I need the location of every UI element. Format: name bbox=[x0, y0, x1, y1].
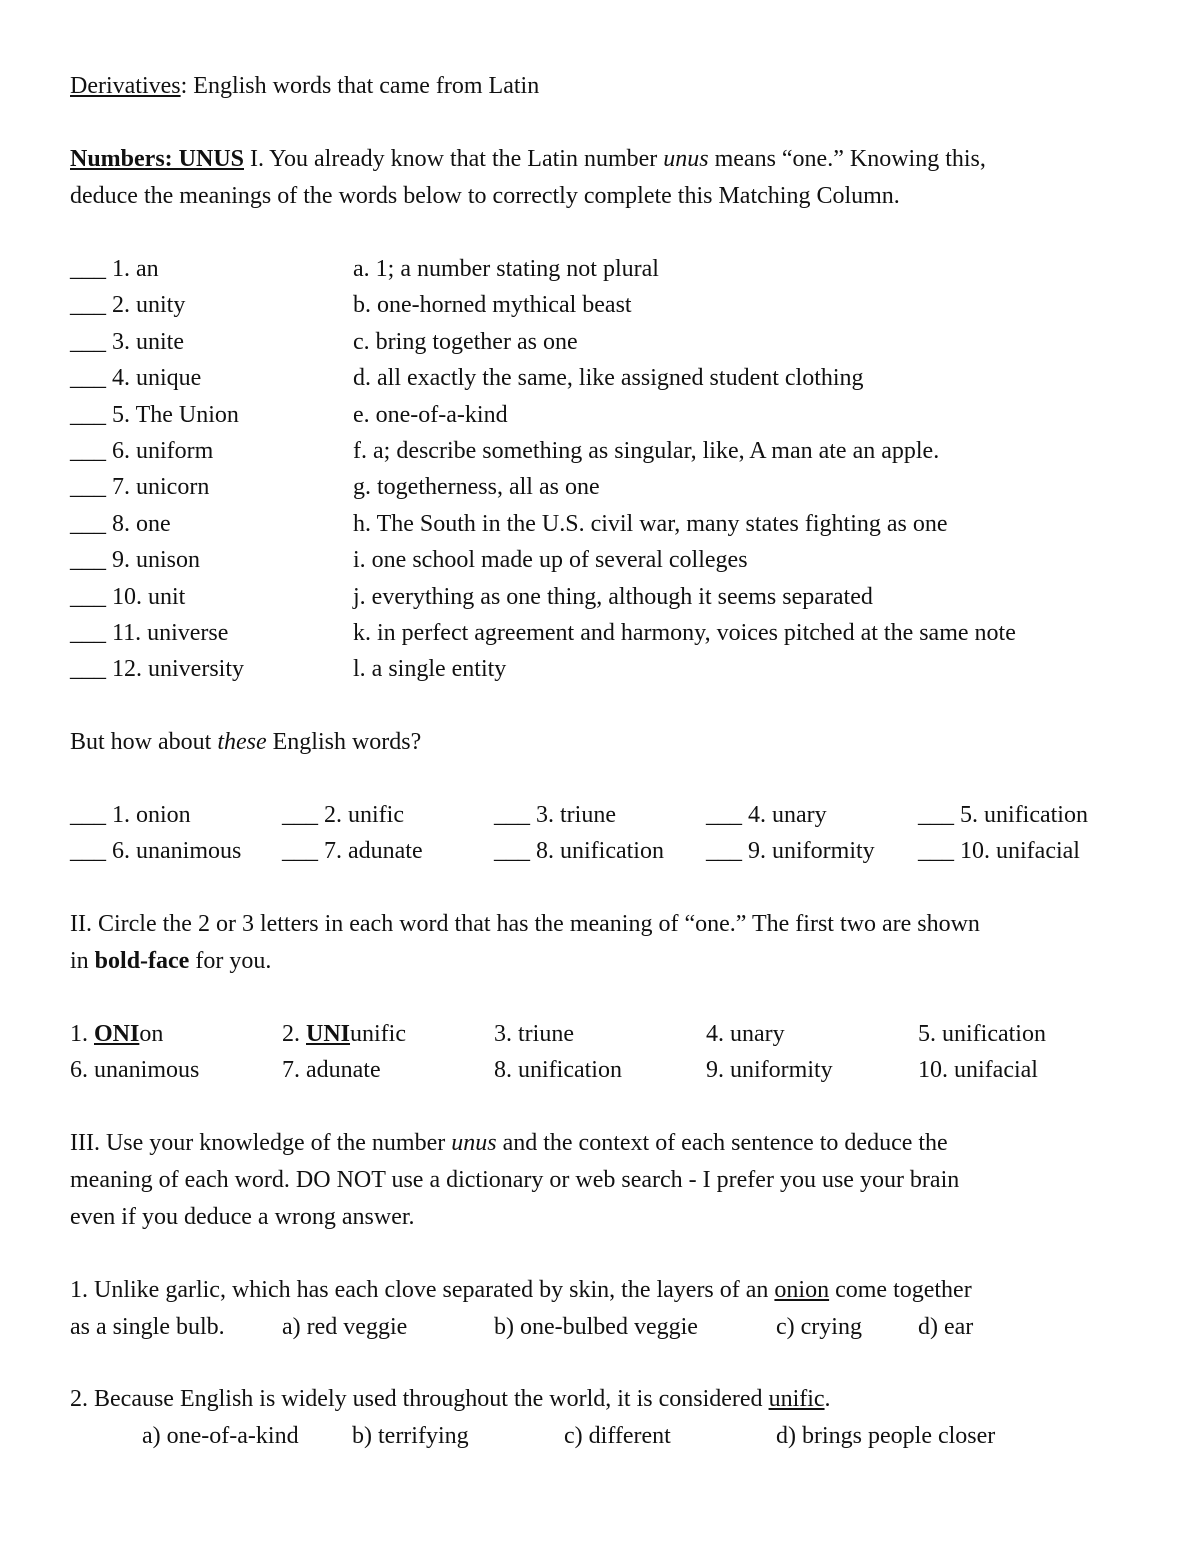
word-item: ___ 8. unification bbox=[494, 838, 664, 865]
section1-heading: Numbers: UNUS bbox=[70, 146, 244, 172]
section1-intro bbox=[70, 141, 1150, 178]
match-word: ___ 1. an bbox=[70, 256, 159, 282]
match-definition: j. everything as one thing, although it seems separated bbox=[353, 583, 873, 610]
match-word: ___ 3. unite bbox=[70, 328, 184, 355]
word-row-2 bbox=[70, 833, 1150, 870]
circle-word: 8. unification bbox=[494, 1057, 622, 1084]
option-d: d) ear bbox=[918, 1313, 974, 1340]
match-definition: k. in perfect agreement and harmony, voices pitched at the same note bbox=[353, 619, 1016, 646]
word-item: ___ 10. unifacial bbox=[918, 838, 1080, 865]
question-1 bbox=[70, 1272, 1150, 1309]
match-row bbox=[70, 542, 1150, 578]
match-definition: e. one-of-a-kind bbox=[353, 401, 508, 428]
question-target-word: onion bbox=[774, 1276, 830, 1303]
match-definition: h. The South in the U.S. civil war, many states fighting as one bbox=[353, 510, 948, 537]
match-row bbox=[70, 469, 1150, 505]
word-rest: unific bbox=[350, 1020, 406, 1047]
question-text: . bbox=[824, 1386, 831, 1413]
match-row bbox=[70, 433, 1150, 469]
intro-latin-word: unus bbox=[663, 146, 709, 172]
word-number: 1. bbox=[70, 1020, 94, 1047]
circle-word: 3. triune bbox=[494, 1020, 574, 1047]
instruction-text: and the context of each sentence to deduce the bbox=[496, 1129, 948, 1156]
word-item: ___ 3. triune bbox=[494, 801, 616, 828]
option-b: b) one-bulbed veggie bbox=[494, 1313, 698, 1340]
question-text: But how about bbox=[70, 728, 218, 755]
matching-column bbox=[70, 251, 1150, 688]
instruction-bold: bold-face bbox=[94, 947, 190, 974]
circle-row-2 bbox=[70, 1052, 1150, 1089]
option-d: d) brings people closer bbox=[776, 1423, 996, 1450]
match-row bbox=[70, 506, 1150, 542]
word-item: ___ 6. unanimous bbox=[70, 838, 242, 865]
section3-instructions-line2: meaning of each word. DO NOT use a dictionary or web search - I prefer you use your brain bbox=[70, 1166, 960, 1193]
match-word: ___ 9. unison bbox=[70, 547, 201, 574]
word-row-1 bbox=[70, 797, 1150, 834]
word-number: 2. bbox=[282, 1020, 306, 1047]
question-text: 1. Unlike garlic, which has each clove separated by skin, the layers of an bbox=[70, 1276, 775, 1303]
match-definition: l. a single entity bbox=[353, 656, 507, 683]
match-word: ___ 6. uniform bbox=[70, 437, 214, 464]
section3-instructions bbox=[70, 1125, 1150, 1162]
match-word: ___ 11. universe bbox=[70, 619, 229, 646]
question-text: come together bbox=[829, 1276, 972, 1303]
question-1-options bbox=[70, 1309, 1150, 1346]
match-definition: b. one-horned mythical beast bbox=[353, 292, 632, 319]
title-head: Derivatives bbox=[70, 73, 181, 99]
instruction-text: III. Use your knowledge of the number bbox=[70, 1129, 452, 1156]
circle-word: 10. unifacial bbox=[918, 1057, 1038, 1084]
page-title bbox=[70, 68, 1150, 105]
section2-instructions-line2 bbox=[70, 943, 1150, 980]
question-2-options bbox=[70, 1418, 1150, 1455]
match-word: ___ 10. unit bbox=[70, 583, 186, 610]
match-word: ___ 5. The Union bbox=[70, 401, 239, 428]
match-row bbox=[70, 397, 1150, 433]
option-b: b) terrifying bbox=[352, 1423, 469, 1450]
match-row bbox=[70, 287, 1150, 323]
circle-word: 7. adunate bbox=[282, 1057, 381, 1084]
circle-word: 5. unification bbox=[918, 1020, 1046, 1047]
word-root: UNI bbox=[306, 1020, 351, 1047]
match-definition: a. 1; a number stating not plural bbox=[353, 256, 659, 282]
match-definition: f. a; describe something as singular, like, A man ate an apple. bbox=[353, 437, 940, 464]
instruction-latin-word: unus bbox=[451, 1129, 497, 1156]
match-word: ___ 2. unity bbox=[70, 292, 186, 319]
word-item: ___ 4. unary bbox=[706, 801, 827, 828]
match-row bbox=[70, 324, 1150, 360]
match-row bbox=[70, 251, 1150, 287]
circle-word: 9. uniformity bbox=[706, 1057, 833, 1084]
instruction-text: for you. bbox=[189, 947, 272, 974]
worksheet bbox=[70, 68, 1150, 1455]
match-definition: i. one school made up of several colleges bbox=[353, 547, 748, 574]
circle-row-1 bbox=[70, 1016, 1150, 1053]
circle-word-1 bbox=[70, 1016, 282, 1053]
word-item: ___ 2. unific bbox=[282, 801, 404, 828]
word-item: ___ 9. uniformity bbox=[706, 838, 875, 865]
circle-word: 6. unanimous bbox=[70, 1057, 200, 1084]
question-2 bbox=[70, 1381, 1150, 1418]
word-item: ___ 1. onion bbox=[70, 801, 191, 828]
match-row bbox=[70, 651, 1150, 687]
instruction-text: in bbox=[70, 947, 95, 974]
intro-text: means “one.” Knowing this, bbox=[708, 146, 986, 172]
option-a: a) one-of-a-kind bbox=[142, 1423, 299, 1450]
match-definition: g. togetherness, all as one bbox=[353, 474, 600, 501]
section1-intro-line2: deduce the meanings of the words below to correctly complete this Matching Column. bbox=[70, 183, 900, 209]
question-emphasis: these bbox=[217, 728, 267, 755]
word-rest: on bbox=[139, 1020, 164, 1047]
word-item: ___ 5. unification bbox=[918, 801, 1088, 828]
question-text: 2. Because English is widely used throughout the world, it is considered bbox=[70, 1386, 769, 1413]
section2a-question bbox=[70, 724, 1150, 761]
match-word: ___ 12. university bbox=[70, 656, 244, 683]
section2-instructions: II. Circle the 2 or 3 letters in each word that has the meaning of “one.” The first two are shown bbox=[70, 910, 980, 937]
word-item: ___ 7. adunate bbox=[282, 838, 423, 865]
word-root: ONI bbox=[94, 1020, 140, 1047]
circle-word: 4. unary bbox=[706, 1020, 785, 1047]
option-a: a) red veggie bbox=[282, 1313, 408, 1340]
match-definition: d. all exactly the same, like assigned student clothing bbox=[353, 365, 864, 392]
match-row bbox=[70, 579, 1150, 615]
question-1-line2: as a single bulb. bbox=[70, 1313, 225, 1340]
question-target-word: unific bbox=[768, 1386, 825, 1413]
intro-text: I. You already know that the Latin number bbox=[244, 146, 664, 172]
match-definition: c. bring together as one bbox=[353, 328, 578, 355]
question-text: English words? bbox=[266, 728, 422, 755]
title-rest: : English words that came from Latin bbox=[180, 73, 540, 99]
circle-word-2 bbox=[282, 1016, 494, 1053]
match-row bbox=[70, 615, 1150, 651]
match-word: ___ 8. one bbox=[70, 510, 171, 537]
match-word: ___ 7. unicorn bbox=[70, 474, 210, 501]
option-c: c) crying bbox=[776, 1313, 862, 1340]
match-word: ___ 4. unique bbox=[70, 365, 202, 392]
option-c: c) different bbox=[564, 1423, 671, 1450]
section3-instructions-line3: even if you deduce a wrong answer. bbox=[70, 1203, 415, 1230]
match-row bbox=[70, 360, 1150, 396]
